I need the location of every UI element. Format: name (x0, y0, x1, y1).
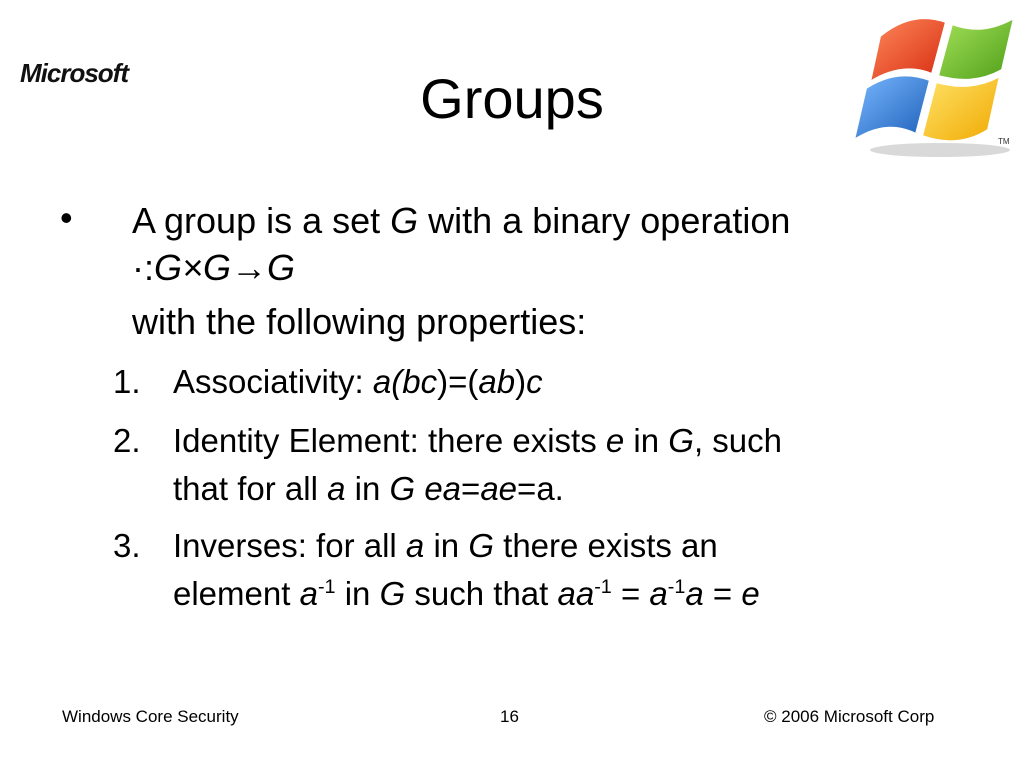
footer-copyright: © 2006 Microsoft Corp (764, 707, 935, 726)
property-associativity: Associativity: a(bc)=(ab)c (173, 363, 543, 400)
slide-title: Groups (420, 67, 604, 130)
group-definition: A group is a set G with a binary operation ·:G×G→G with the following properties: (132, 193, 992, 349)
operation-signature: ·:G×G→G (132, 247, 296, 288)
property-number-1: 1. (113, 363, 141, 400)
footer-left: Windows Core Security (62, 707, 239, 726)
svg-text:TM: TM (998, 137, 1010, 146)
property-number-2: 2. (113, 422, 141, 459)
page-number: 16 (500, 707, 519, 726)
property-inverses: Inverses: for all a in G there exists an element $a^{-1}$ in G such that $aa^{-1} = a^{-1}a = e$ (173, 527, 760, 612)
property-number-3: 3. (113, 527, 141, 564)
bullet-marker: • (60, 197, 73, 238)
property-identity: Identity Element: there exists e in G, such that for all a in G ea=ae=a. (173, 422, 782, 507)
microsoft-logo: Microsoft (20, 58, 128, 88)
